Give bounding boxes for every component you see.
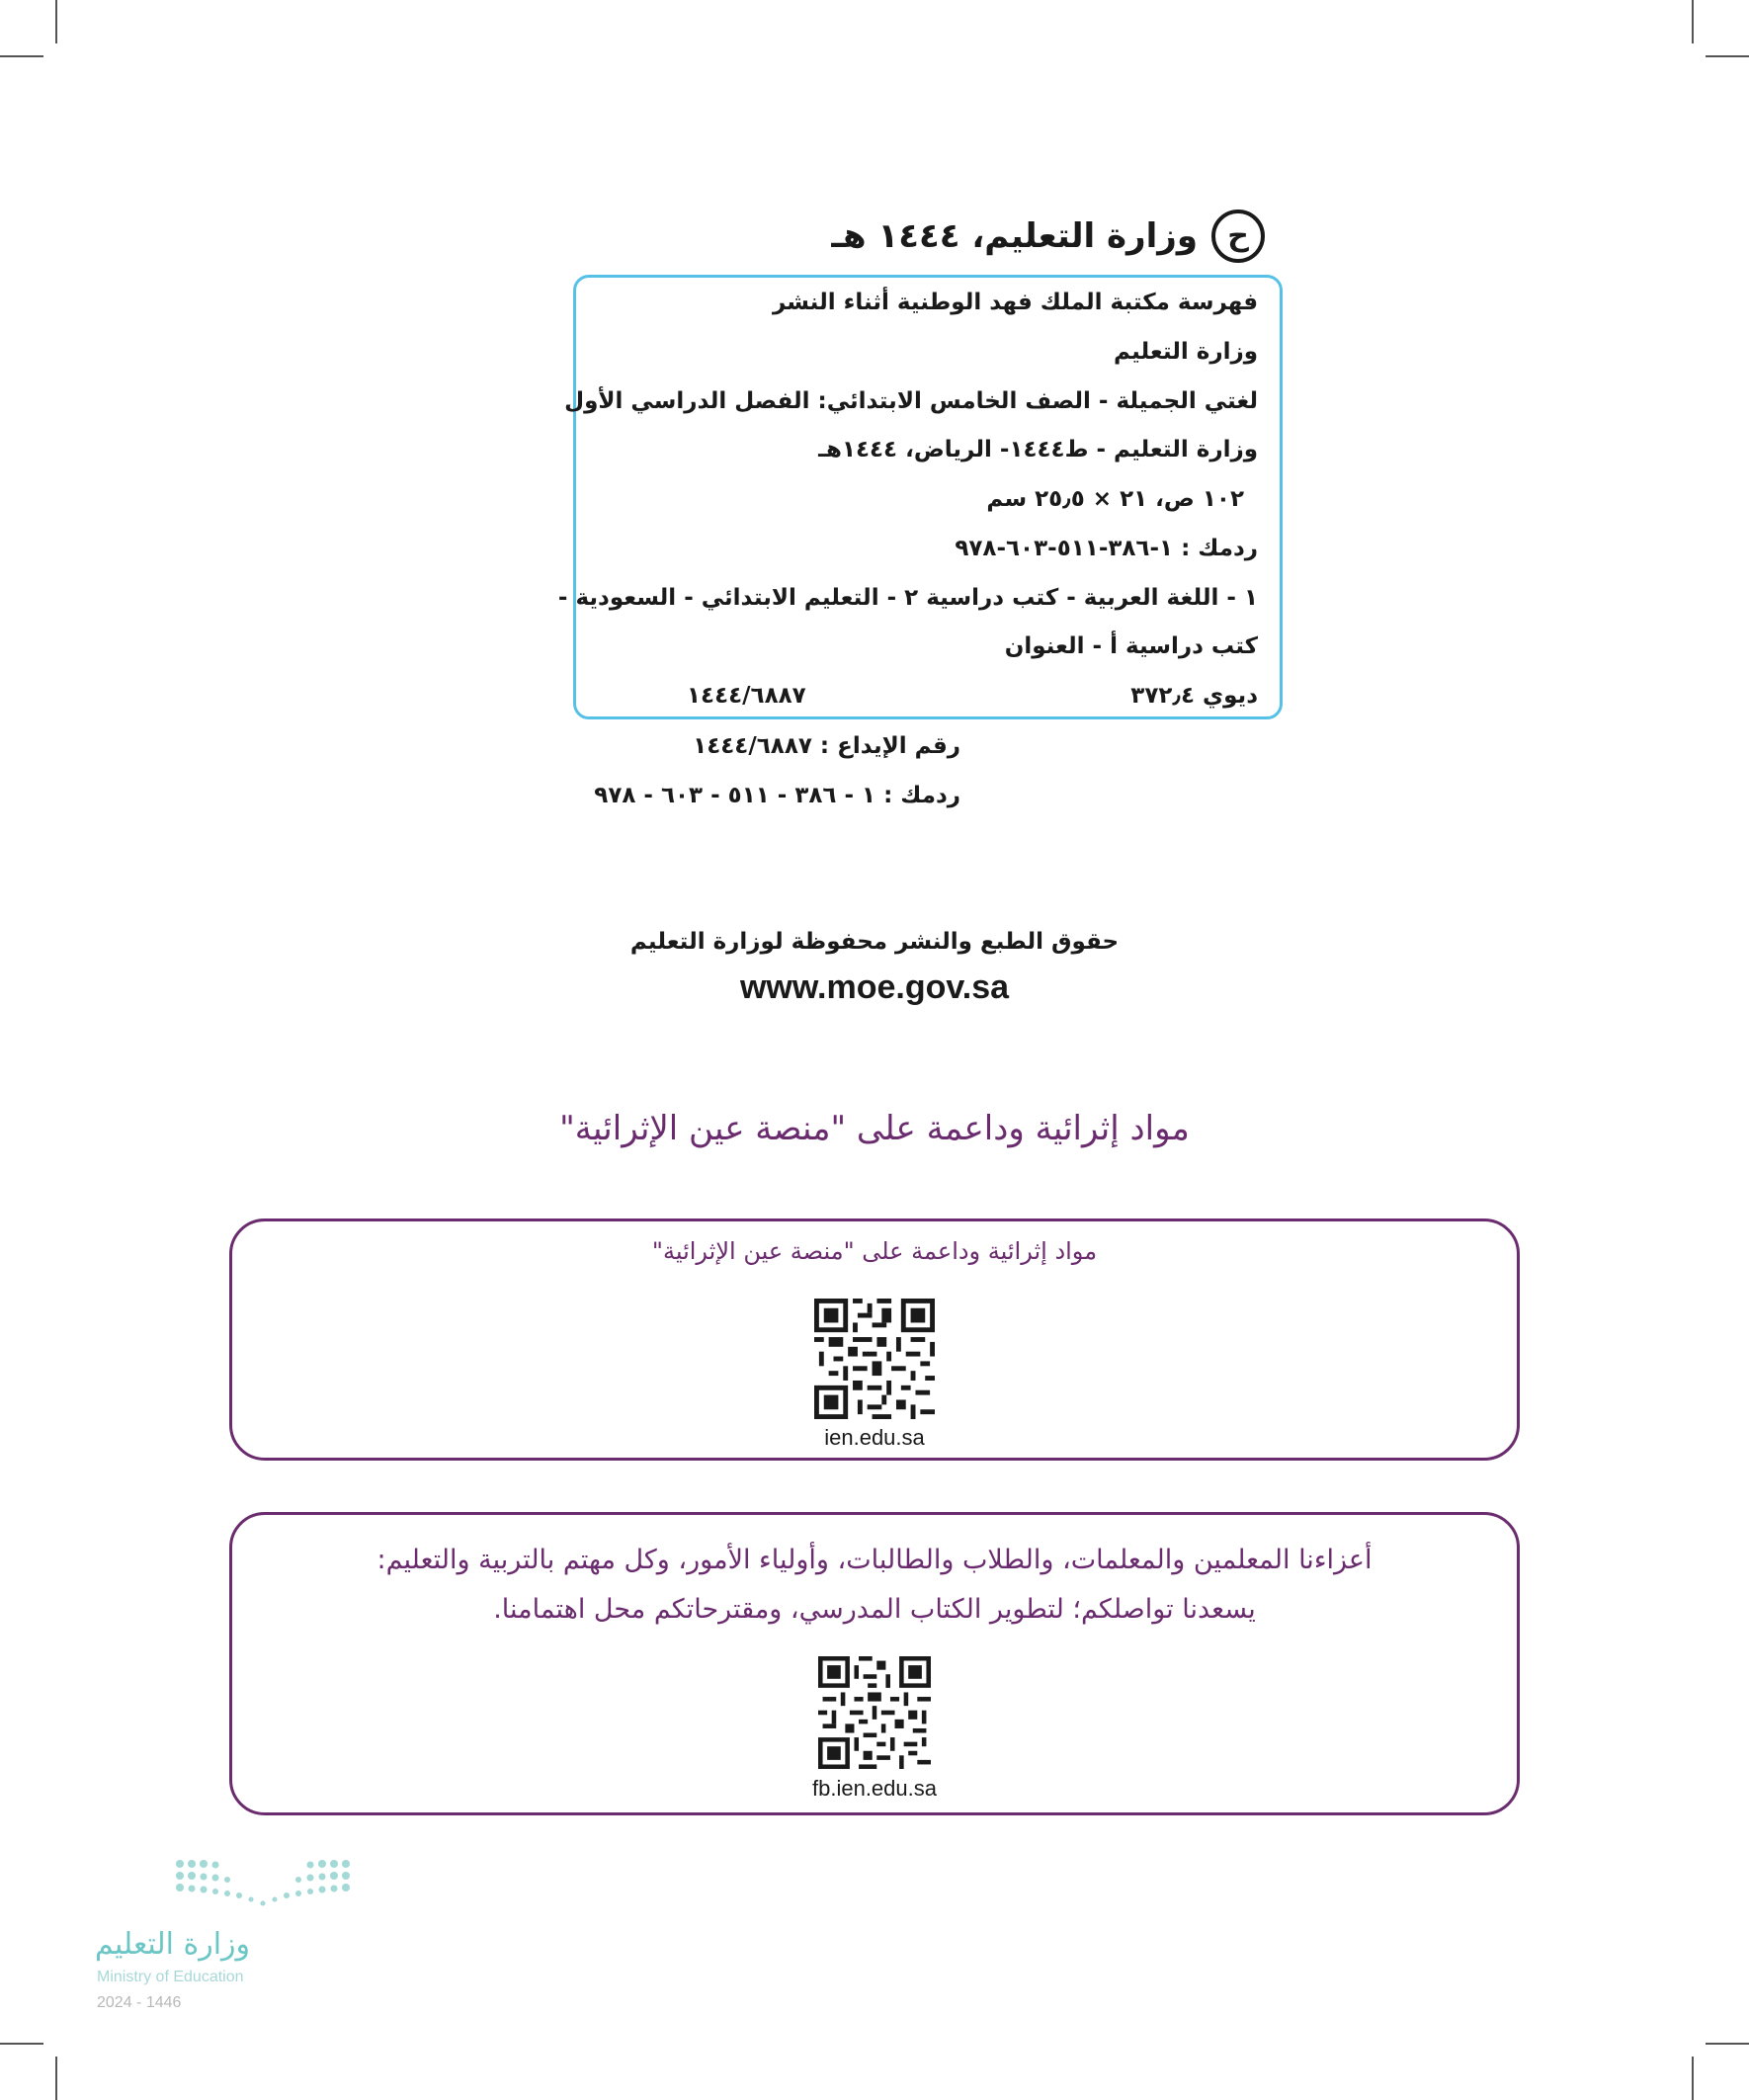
deposit-number: رقم الإيداع : ١٤٤٤/٦٨٨٧	[693, 733, 960, 759]
ien-heading: مواد إثرائية وداعمة على "منصة عين الإثرائية"	[559, 1109, 1190, 1148]
catalog-line-subjects: ١ - اللغة العربية - كتب دراسية ٢ - التعليم الابتدائي - السعودية -	[557, 585, 1258, 611]
website-link[interactable]: www.moe.gov.sa	[739, 968, 1010, 1006]
crop-mark	[1692, 2057, 1694, 2100]
catalog-dewey-number: ١٤٤٤/٦٨٨٧	[687, 683, 806, 709]
deposit-isbn: ردمك : ١ - ٣٨٦ - ٥١١ - ٦٠٣ - ٩٧٨	[594, 783, 960, 808]
catalog-line-subjects-cont: كتب دراسية أ - العنوان	[1004, 633, 1258, 659]
crop-mark	[55, 2057, 57, 2100]
feedback-card	[229, 1512, 1520, 1815]
ien-card-title: مواد إثرائية وداعمة على "منصة عين الإثرائية"	[651, 1237, 1098, 1265]
logo-dots-icon	[174, 1858, 352, 1917]
catalog-line-publisher: وزارة التعليم	[1114, 339, 1258, 365]
catalog-line-pages: ١٠٢ ص، ٢١ × ٢٥٫٥ سم	[986, 486, 1244, 512]
logo-year: 2024 - 1446	[97, 1994, 182, 2011]
logo-english-name: Ministry of Education	[97, 1969, 244, 1985]
catalog-line-edition: وزارة التعليم - ط١٤٤٤- الرياض، ١٤٤٤هـ	[818, 437, 1258, 462]
copyright-text: وزارة التعليم، ١٤٤٤ هـ	[831, 216, 1198, 256]
catalog-dewey: ديوي ٣٧٢٫٤	[1130, 683, 1258, 709]
logo-arabic-name: وزارة التعليم	[95, 1927, 251, 1962]
copyright-line	[831, 210, 1265, 263]
ien-card	[229, 1218, 1520, 1461]
crop-mark	[55, 0, 57, 43]
qr-code-icon[interactable]	[814, 1299, 935, 1419]
ien-url[interactable]: ien.edu.sa	[824, 1425, 925, 1450]
ministry-logo	[95, 1858, 362, 2016]
crop-mark	[1706, 2043, 1749, 2045]
crop-mark	[1706, 55, 1749, 57]
feedback-url[interactable]: fb.ien.edu.sa	[812, 1776, 937, 1801]
feedback-line-2: يسعدنا تواصلكم؛ لتطوير الكتاب المدرسي، ومقترحاتكم محل اهتمامنا.	[493, 1594, 1256, 1625]
cataloging-box	[557, 275, 1283, 719]
rights-text: حقوق الطبع والنشر محفوظة لوزارة التعليم	[629, 929, 1120, 955]
crop-mark	[0, 55, 43, 57]
copyright-symbol: ح	[1211, 210, 1265, 263]
catalog-line-book: لغتي الجميلة - الصف الخامس الابتدائي: الفصل الدراسي الأول	[564, 388, 1258, 414]
crop-mark	[1692, 0, 1694, 43]
crop-mark	[0, 2043, 43, 2045]
catalog-line-isbn: ردمك : ١-٣٨٦-٥١١-٦٠٣-٩٧٨	[955, 536, 1258, 561]
catalog-line-title: فهرسة مكتبة الملك فهد الوطنية أثناء النشر	[772, 290, 1258, 315]
qr-code-icon[interactable]	[818, 1656, 931, 1769]
feedback-line-1: أعزاءنا المعلمين والمعلمات، والطلاب والطالبات، وأولياء الأمور، وكل مهتم بالتربية والتعليم:	[376, 1545, 1373, 1575]
